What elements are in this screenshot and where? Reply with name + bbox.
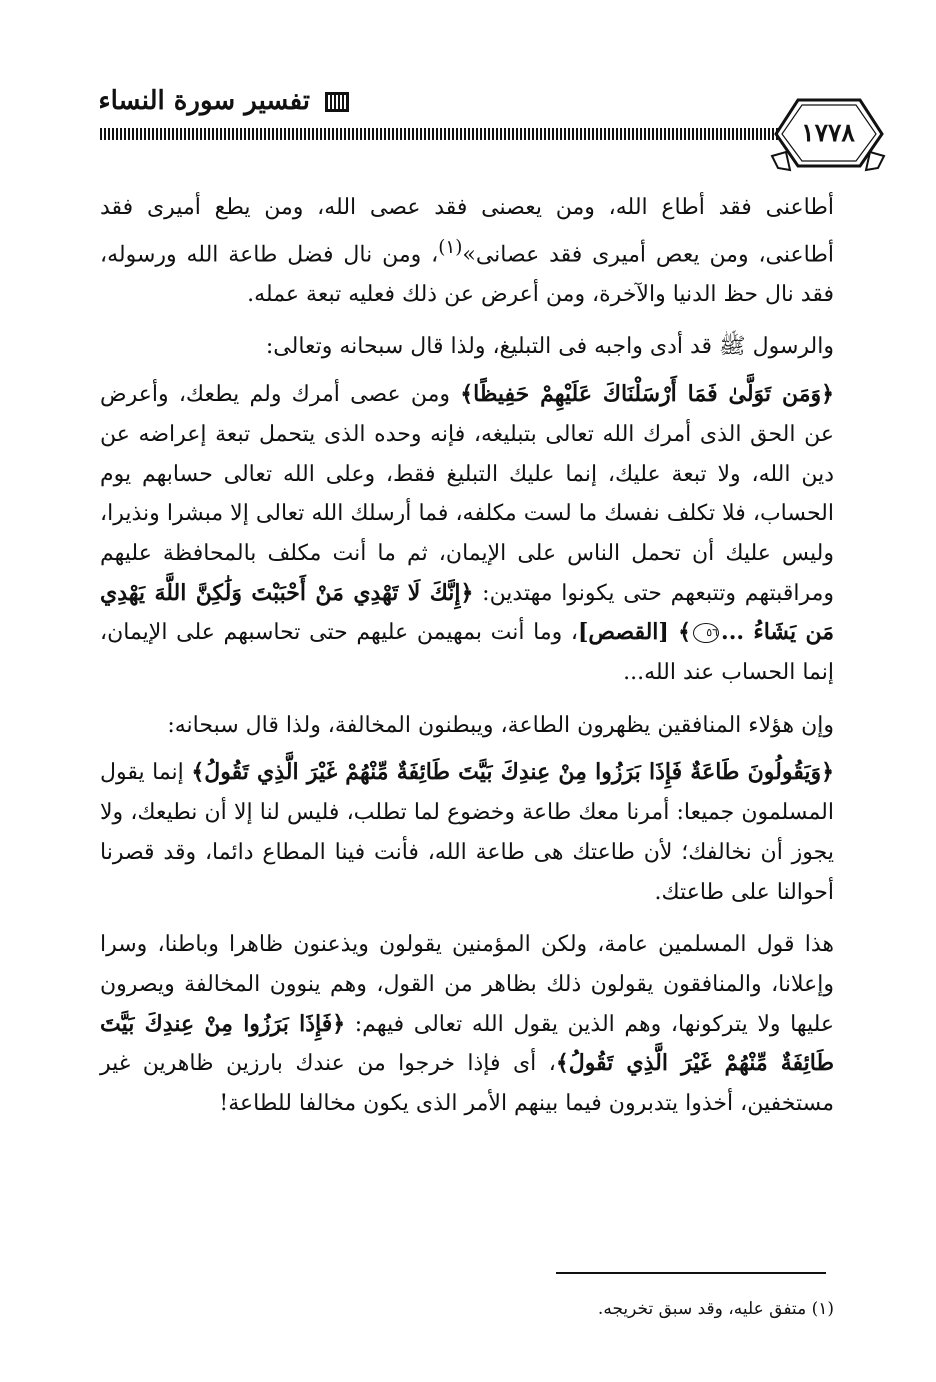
header-rule: [100, 128, 780, 140]
quran-verse: ﴿وَمَن تَوَلَّىٰ فَمَا أَرْسَلْنَاكَ عَلَيْهِمْ حَفِيظًا﴾: [460, 381, 834, 408]
verse-number-marker: ٥٦: [693, 623, 719, 643]
surah-reference: [القصص]: [578, 619, 679, 646]
paragraph: والرسول ﷺ قد أدى واجبه فى التبليغ، ولذا قال سبحانه وتعالى:: [265, 334, 834, 360]
page-number: ١٧٧٨: [801, 118, 855, 147]
text-run: ، وما أنت بمهيمن عليهم حتى تحاسبهم على الإيمان، إنما الحساب عند الله...: [100, 620, 834, 686]
text-run: ، أى فإذا خرجوا من عندك بارزين ظاهرين غير مستخفين، أخذوا يتدبرون فيما بينهم الأمر الذى يكون مخالفا للطاعة!: [100, 1051, 834, 1117]
paragraph: [100, 375, 834, 693]
text-line: فقد نال حظ الدنيا والآخرة، ومن أعرض عن ذلك فعليه تبعة عمله.: [247, 281, 834, 307]
quran-verse: ﴿وَيَقُولُونَ طَاعَةٌ فَإِذَا بَرَزُوا مِنْ عِندِكَ بَيَّتَ طَائِفَةٌ مِّنْهُمْ غَيْرَ الَّذِي تَقُولُ﴾: [191, 759, 834, 786]
paragraph: [100, 925, 834, 1124]
text-run: ومن عصى أمرك ولم يطعك، وأعرض عن الحق الذى أمرك الله تعالى بتبليغه، فإنه وحده الذى يتحمل تبعة إعراضه عن دين الله، ولا تبعة عليك، إنما عليك التبليغ فقط، وعلى الله تعالى حسابهم يوم الحساب، فلا تكلف نفسك ما لست مكلفه، فما أرسلك الله تعالى إلا مبشرا ونذيرا، وليس عليك أن تحمل الناس على الإيمان، ثم ما أنت مكلف بالمحافظة عليهم ومراقبتهم وتتبعهم حتى يكونوا مهتدين:: [100, 382, 834, 606]
paragraph: وإن هؤلاء المنافقين يظهرون الطاعة، ويبطنون المخالفة، ولذا قال سبحانه:: [167, 712, 834, 738]
running-title: تفسير سورة النساء: [98, 86, 310, 116]
quran-verse-end: ﴾: [678, 619, 692, 646]
quran-verse: ﴿فَإِذَا بَرَزُوا مِنْ عِندِكَ بَيَّتَ طَائِفَةٌ مِّنْهُمْ غَيْرَ الَّذِي تَقُولُ﴾: [100, 1010, 834, 1077]
footnote-ref[interactable]: (١): [438, 236, 463, 258]
footnote: (١) متفق عليه، وقد سبق تخريجه.: [597, 1299, 834, 1319]
text-line: ، ومن نال فضل طاعة الله ورسوله،: [100, 242, 439, 268]
body-text: [100, 188, 834, 1124]
footnote-separator: [556, 1272, 826, 1274]
text-line: أطاعنى، ومن يعص أميرى فقد عصانى»: [462, 242, 834, 268]
paragraph: [100, 753, 834, 912]
text-run: إنما يقول المسلمون جميعا: أمرنا معك طاعة وخضوع لما تطلب، فليس لنا إلا أن نطيعك، ولا يجوز أن نخالفك؛ لأن طاعتك هى طاعة الله، فأنت فينا المطاع دائما، وقد قصرنا أحوالنا على طاعتك.: [100, 760, 834, 905]
paragraph: [100, 188, 834, 314]
text-line: أطاعنى فقد أطاع الله، ومن يعصنى فقد عصى الله، ومن يطع أميرى فقد: [100, 195, 834, 220]
text-run: هذا قول المسلمين عامة، ولكن المؤمنين يقولون ويذعنون ظاهرا وباطنا، وسرا وإعلانا، والمنافقون يقولون ذلك بظاهر من القول، وهم ينوون المخالفة ويصرون عليها ولا يتركونها، وهم الذين يقول الله تعالى فيهم:: [100, 932, 835, 1037]
quran-verse: ﴿إِنَّكَ لَا تَهْدِي مَنْ أَحْبَبْتَ وَلَٰكِنَّ اللَّهَ يَهْدِي مَن يَشَاءُ ...: [100, 579, 835, 646]
ornament-icon: [324, 90, 350, 114]
